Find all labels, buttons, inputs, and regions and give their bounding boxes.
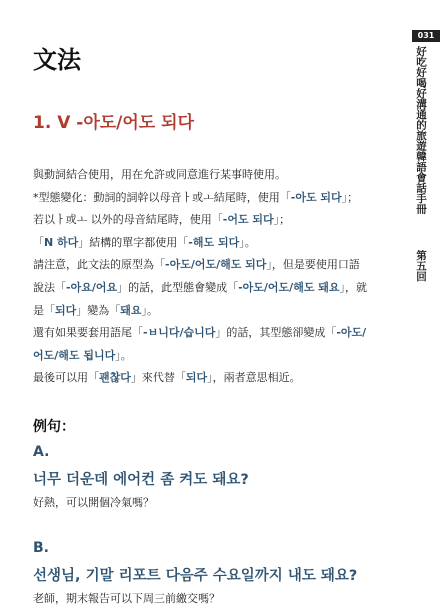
explanation-line: 是「되다」變為「돼요」。 (33, 303, 159, 317)
grammar-form: 되다 (55, 303, 77, 317)
explanation-line: 還有如果要套用語尾「-ㅂ니다/습니다」的話，其型態卻變成「-아도/ (33, 326, 367, 340)
page-title: 文法 (33, 46, 81, 74)
grammar-explanation (33, 164, 388, 390)
explanation-line: 어도/해도 됩니다」。 (33, 348, 132, 362)
explanation-line: 「N 하다」結構的單字都使用「-해도 되다」。 (33, 235, 256, 249)
example-korean: 선생님, 기말 리포트 다음주 수요일까지 내도 돼요? (33, 568, 358, 584)
section-title: 1. V -아도/어도 되다 (33, 113, 194, 133)
example-korean: 너무 더운데 에어컨 좀 켜도 돼요? (33, 472, 249, 488)
example-label: A. (33, 444, 50, 460)
examples-heading: 例句： (33, 419, 75, 435)
grammar-form: -아요/어요 (66, 280, 118, 294)
example-translation: 好熱，可以開個冷氣嗎？ (33, 496, 154, 509)
explanation-line: 與動詞結合使用，用在允許或同意進行某事時使用。 (33, 168, 286, 181)
grammar-form: 어도/해도 됩니다 (33, 348, 116, 362)
explanation-line: 說法「-아요/어요」的話，此型態會變成「-아도/어도/해도 돼요」，就 (33, 280, 368, 294)
explanation-line: 最後可以用「괜찮다」來代替「되다」，兩者意思相近。 (33, 371, 301, 385)
grammar-form: 돼요 (120, 303, 142, 317)
grammar-form: -아도/어도/해도 되다 (165, 258, 267, 272)
side-book-title: 好吃好喝好溝通的旅遊韓語會話手冊 (415, 46, 427, 214)
explanation-line: 請注意，此文法的原型為「-아도/어도/해도 되다」，但是要使用口語 (33, 258, 360, 272)
explanation-line: *型態變化：動詞的詞幹以母音ㅏ或ㅗ結尾時，使用「-아도 되다」； (33, 190, 359, 204)
example-label: B. (33, 540, 49, 556)
grammar-form: -아도 되다 (290, 190, 342, 204)
page-number: 031 (412, 30, 440, 42)
grammar-form: -아도/어도/해도 돼요 (238, 280, 340, 294)
example-translation: 老師，期末報告可以下周三前繳交嗎？ (33, 592, 220, 605)
grammar-form: N 하다 (44, 235, 79, 249)
grammar-form: -ㅂ니다/습니다 (143, 326, 216, 340)
grammar-form: 되다 (185, 371, 208, 385)
grammar-form: -어도 되다 (222, 213, 274, 227)
grammar-form: -해도 되다 (188, 235, 240, 249)
grammar-form: -아도/ (336, 326, 367, 340)
side-chapter-label: 第五回 (415, 250, 427, 282)
grammar-form: 괜찮다 (99, 371, 131, 385)
explanation-line: 若以ㅏ或ㅗ 以外的母音結尾時，使用「-어도 되다」； (33, 213, 291, 227)
